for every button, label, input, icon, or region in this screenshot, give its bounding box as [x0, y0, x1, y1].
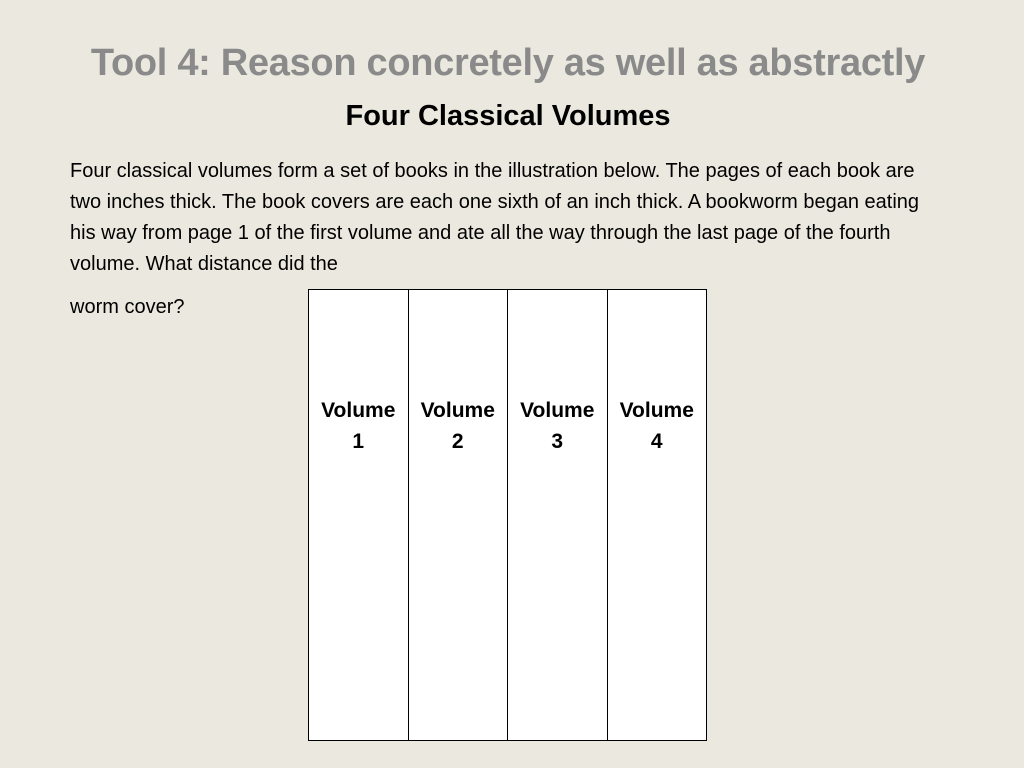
problem-text-end: worm cover?	[70, 296, 185, 318]
book-label-word: Volume	[619, 399, 694, 422]
book-label-number: 2	[451, 430, 464, 453]
slide-subtitle: Four Classical Volumes	[345, 100, 671, 132]
book-label-word: Volume	[520, 399, 595, 422]
book-label-word: Volume	[420, 399, 495, 422]
book-label-number: 1	[352, 430, 365, 453]
book-label-number: 3	[551, 430, 564, 453]
book-label-word: Volume	[321, 399, 396, 422]
slide-title: Tool 4: Reason concretely as well as abstractly	[90, 42, 926, 84]
problem-text: Four classical volumes form a set of books in the illustration below. The pages of each book are two inches thick. The book covers are each one sixth of an inch thick. A bookworm began eating his way from page 1 of the first volume and ate all the way through the last page of the fourth volume. What distance did the	[70, 160, 920, 275]
book-volume-2	[409, 290, 509, 740]
book-illustration	[308, 289, 707, 741]
book-volume-1	[309, 290, 409, 740]
book-label-number: 4	[650, 430, 663, 453]
book-volume-3	[508, 290, 608, 740]
book-volume-4	[608, 290, 707, 740]
